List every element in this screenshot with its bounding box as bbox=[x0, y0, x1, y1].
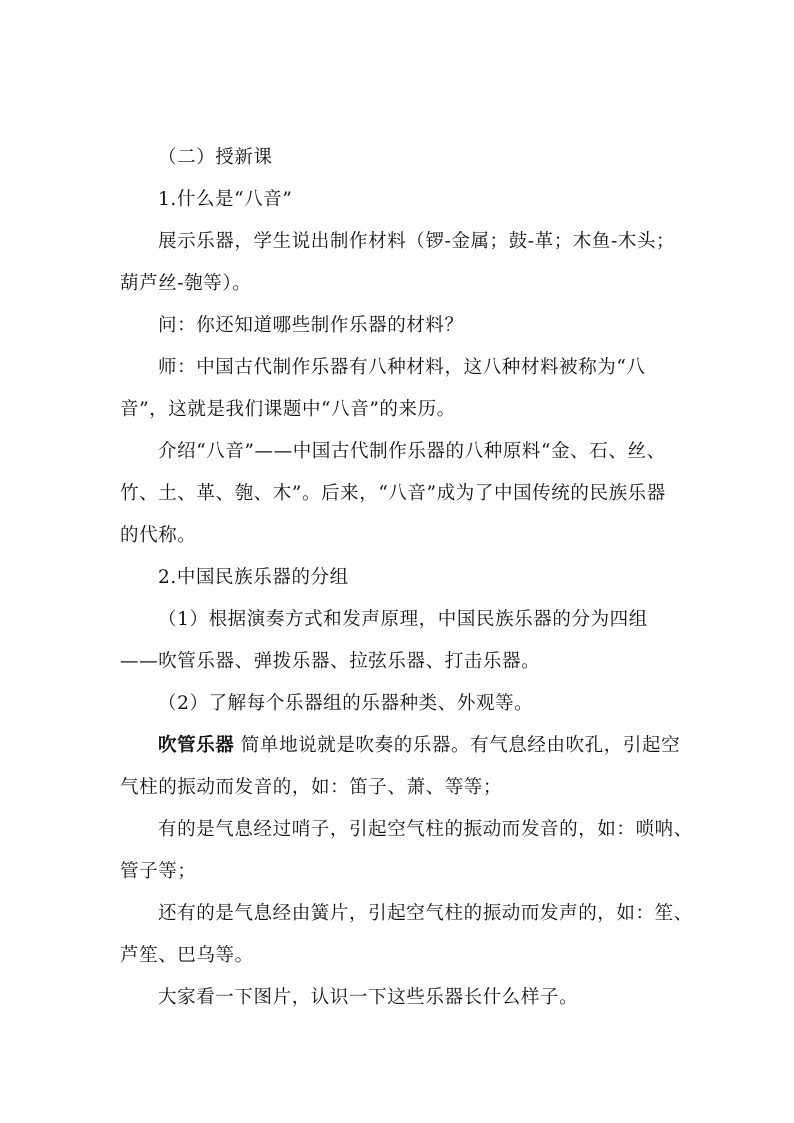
paragraph-line: 气柱的振动而发音的，如：笛子、萧、等等； bbox=[120, 777, 503, 798]
section-heading: （二）授新课 bbox=[158, 147, 273, 168]
paragraph-line: 有的是气息经过哨子，引起空气柱的振动而发音的，如：唢呐、 bbox=[158, 819, 693, 840]
item1-title: 1.什么是“八音” bbox=[158, 189, 293, 210]
paragraph-line: 管子等； bbox=[120, 861, 197, 882]
paragraph-line: （1）根据演奏方式和发声原理，中国民族乐器的分为四组 bbox=[158, 609, 648, 630]
paragraph-line: 还有的是气息经由簧片，引起空气柱的振动而发声的，如：笙、 bbox=[158, 903, 693, 924]
paragraph-line: 芦笙、巴乌等。 bbox=[120, 945, 254, 966]
paragraph-line: 葫芦丝-匏等）。 bbox=[120, 273, 252, 294]
paragraph-line: 音”，这就是我们课题中“八音”的来历。 bbox=[120, 399, 456, 420]
paragraph-line: 竹、土、革、匏、木”。后来，“八音”成为了中国传统的民族乐器 bbox=[120, 483, 666, 504]
paragraph-line: 介绍“八音”——中国古代制作乐器的八种原料“金、石、丝、 bbox=[158, 441, 666, 462]
paragraph-line: ——吹管乐器、弹拨乐器、拉弦乐器、打击乐器。 bbox=[120, 651, 541, 672]
paragraph-line: 师：中国古代制作乐器有八种材料，这八种材料被称为“八 bbox=[158, 357, 646, 378]
paragraph-line bbox=[158, 733, 681, 759]
paragraph-text: 简单地说就是吹奏的乐器。有气息经由吹孔，引起空 bbox=[234, 735, 681, 756]
paragraph-line: （2）了解每个乐器组的乐器种类、外观等。 bbox=[158, 693, 534, 714]
paragraph-line: 展示乐器，学生说出制作材料（锣-金属；鼓-革；木鱼-木头； bbox=[158, 231, 676, 252]
paragraph-line: 大家看一下图片，认识一下这些乐器长什么样子。 bbox=[158, 987, 579, 1008]
paragraph-line: 的代称。 bbox=[120, 525, 197, 546]
paragraph-line: 问：你还知道哪些制作乐器的材料？ bbox=[158, 315, 464, 336]
item2-title: 2.中国民族乐器的分组 bbox=[158, 567, 349, 588]
bold-term: 吹管乐器 bbox=[158, 735, 235, 756]
